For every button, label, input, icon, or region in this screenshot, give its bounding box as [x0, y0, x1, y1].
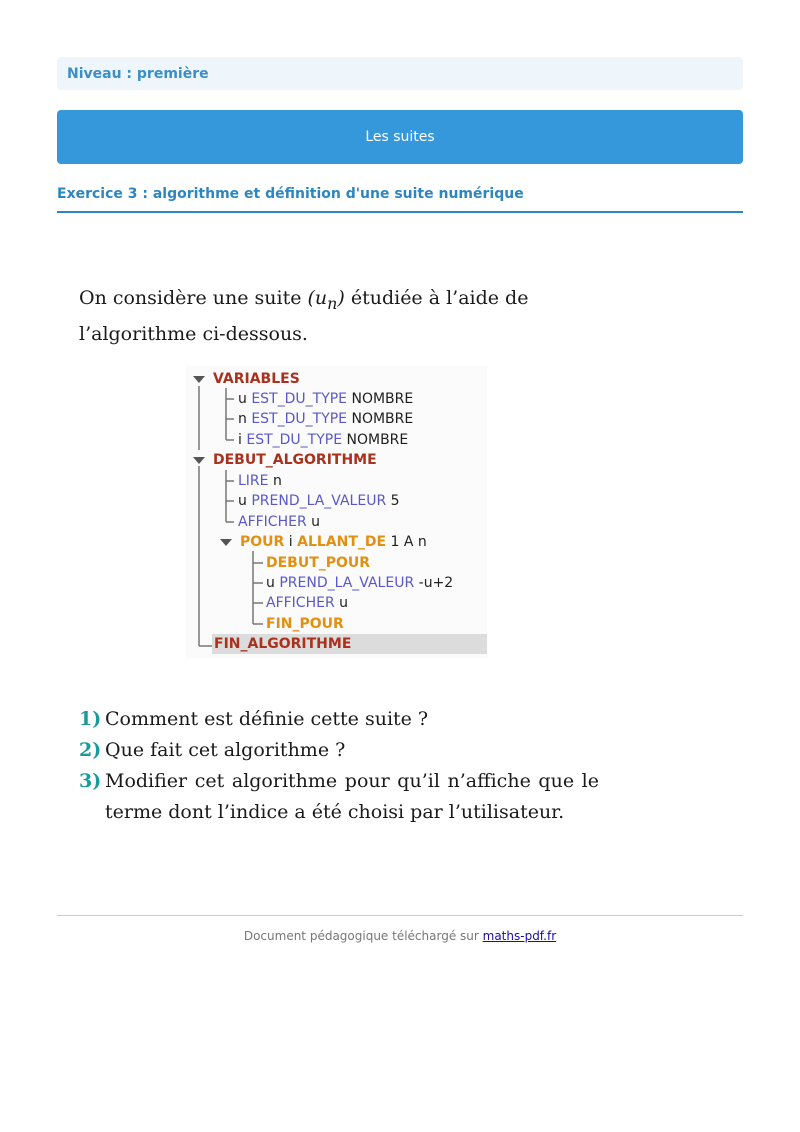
footer-divider — [57, 915, 743, 916]
algorithm-panel — [186, 366, 487, 658]
algo-line-fin-algorithme: FIN_ALGORITHME — [214, 636, 352, 652]
question-number: 2) — [79, 739, 102, 761]
intro-after: étudiée à l’aide de l’algorithme ci-dessous. — [79, 287, 529, 345]
chapter-banner: Les suites — [57, 110, 743, 164]
algo-line-debut-algorithme: DEBUT_ALGORITHME — [213, 452, 377, 468]
algo-line-var-i: i EST_DU_TYPE NOMBRE — [238, 432, 409, 448]
algo-line-assign-u: u PREND_LA_VALEUR 5 — [238, 493, 400, 509]
algo-line-afficher: AFFICHER u — [238, 514, 321, 530]
algo-line-fin-pour: FIN_POUR — [266, 616, 344, 632]
algo-line-debut-pour: DEBUT_POUR — [266, 555, 371, 571]
algo-line-lire: LIRE n — [238, 473, 282, 489]
footer-text: Document pédagogique téléchargé sur — [243, 929, 483, 943]
question-item — [79, 766, 599, 828]
footer — [57, 929, 743, 943]
question-text: Modifier cet algorithme pour qu’il n’affiche que le terme dont l’indice a été choisi par l’utilisateur. — [105, 770, 599, 823]
question-item — [79, 735, 599, 766]
exercise-title: Exercice 3 : algorithme et définition d'une suite numérique — [57, 186, 743, 213]
algo-line-variables: VARIABLES — [213, 371, 300, 387]
question-item — [79, 704, 599, 735]
question-text: Que fait cet algorithme ? — [105, 739, 346, 761]
algo-line-var-u: u EST_DU_TYPE NOMBRE — [238, 391, 414, 407]
question-number: 3) — [79, 770, 102, 792]
algo-line-var-n: n EST_DU_TYPE NOMBRE — [238, 411, 414, 427]
question-list — [79, 704, 599, 828]
footer-link[interactable]: maths-pdf.fr — [482, 929, 557, 943]
algo-line-afficher-loop: AFFICHER u — [266, 595, 349, 611]
intro-paragraph — [79, 283, 599, 350]
question-text: Comment est définie cette suite ? — [105, 708, 429, 730]
algo-line-pour: POUR i ALLANT_DE 1 A n — [240, 534, 427, 550]
algo-line-assign-u-loop: u PREND_LA_VALEUR -u+2 — [266, 575, 454, 591]
question-number: 1) — [79, 708, 102, 730]
intro-before: On considère une suite — [79, 287, 308, 309]
level-label: Niveau : première — [57, 57, 743, 90]
sequence-symbol: $(u_n)$ — [307, 287, 345, 313]
